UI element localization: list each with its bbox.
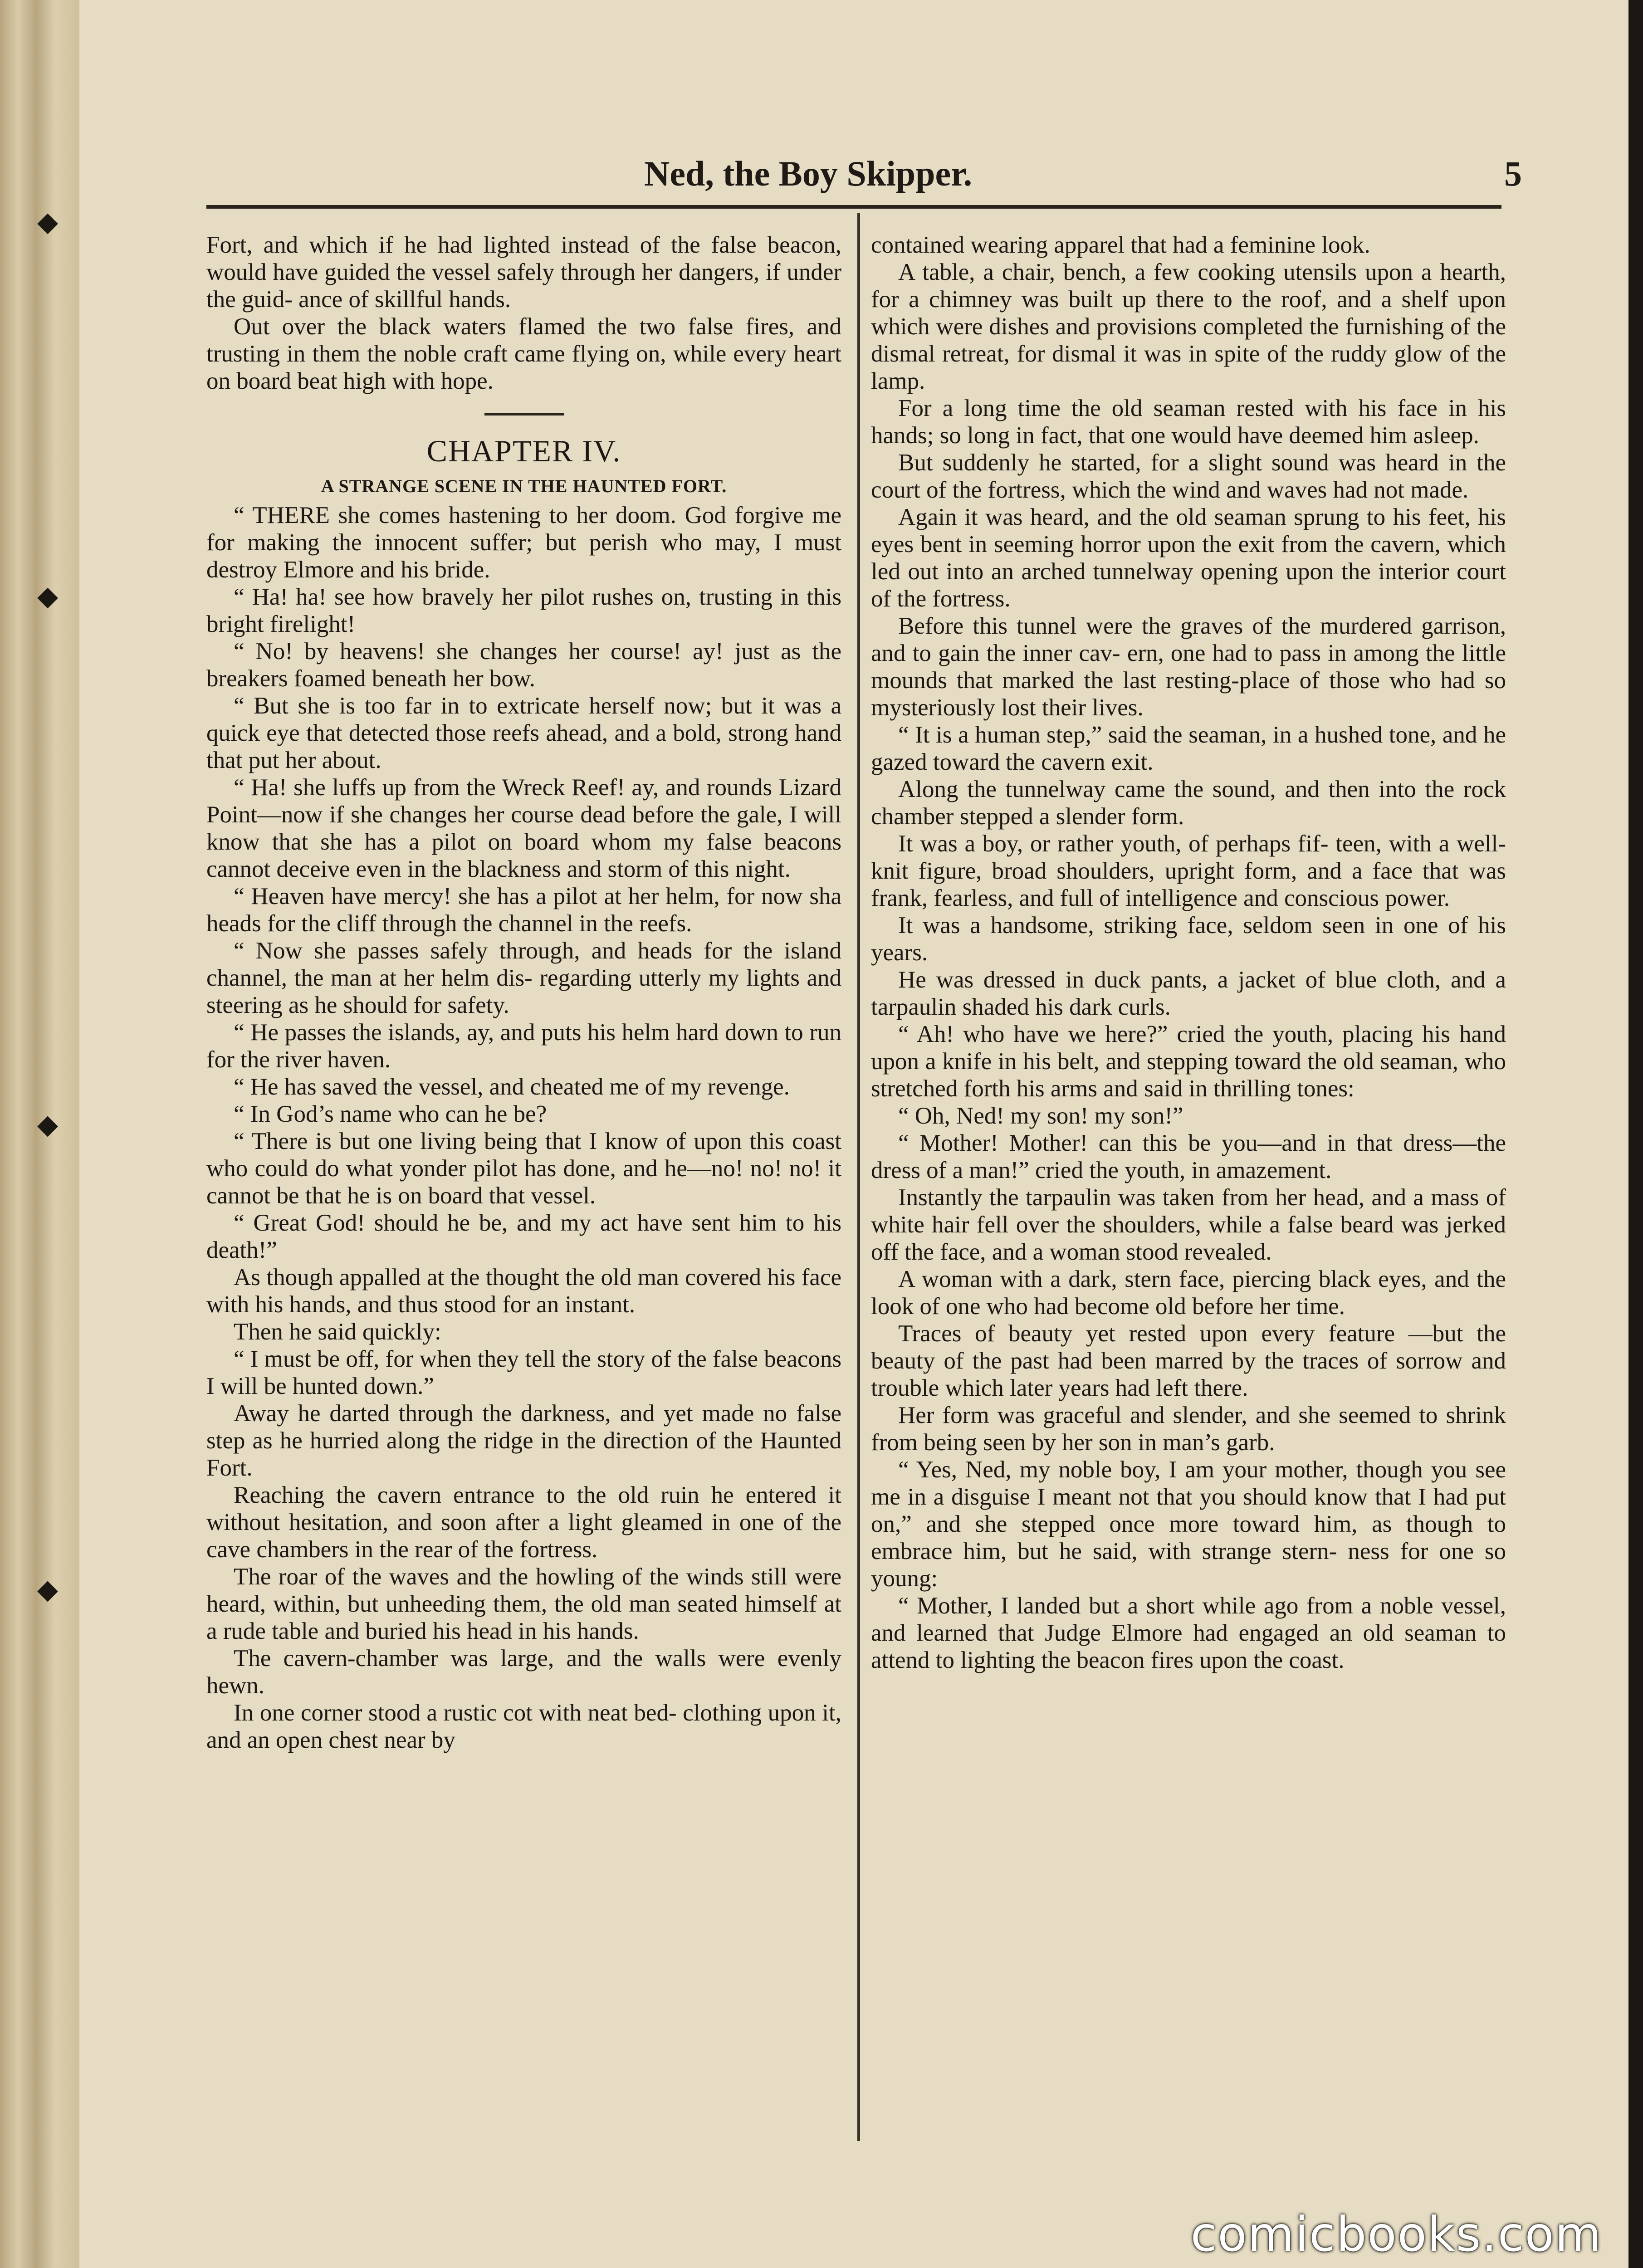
- paragraph: “ Ha! ha! see how bravely her pilot rushes on, trusting in this bright firelight!: [206, 584, 841, 637]
- chapter-subtitle: A STRANGE SCENE IN THE HAUNTED FORT.: [321, 476, 727, 496]
- paragraph: Instantly the tarpaulin was taken from her head, and a mass of white hair fell over the shoulders, while a false beard was jerked off the face, and a woman stood revealed.: [871, 1184, 1506, 1265]
- paragraph: “ Heaven have mercy! she has a pilot at her helm, for now sha heads for the cliff through the channel in the reefs.: [206, 883, 841, 937]
- paragraph: Along the tunnelway came the sound, and then into the rock chamber stepped a slender form.: [871, 776, 1506, 830]
- paragraph: “ Great God! should he be, and my act have sent him to his death!”: [206, 1210, 841, 1263]
- paragraph: A woman with a dark, stern face, piercing black eyes, and the look of one who had become old before her time.: [871, 1266, 1506, 1320]
- column-divider: [857, 213, 860, 2141]
- paragraph: It was a boy, or rather youth, of perhaps fif- teen, with a well-knit figure, broad shoulders, upright form, and a face that was frank, fearless, and full of intelligence and conscious power.: [871, 831, 1506, 911]
- paragraph: Again it was heard, and the old seaman sprung to his feet, his eyes bent in seeming horror upon the exit from the cavern, which led out into an arched tunnelway opening upon the interior court of the fortress.: [871, 504, 1506, 612]
- paragraph: He was dressed in duck pants, a jacket of blue cloth, and a tarpaulin shaded his dark curls.: [871, 967, 1506, 1020]
- paragraph: “ Now she passes safely through, and heads for the island channel, the man at her helm dis- regarding utterly my lights and steering as he should for safety.: [206, 938, 841, 1018]
- paragraph: As though appalled at the thought the old man covered his face with his hands, and thus stood for an instant.: [206, 1264, 841, 1318]
- paragraph: “ Mother! Mother! can this be you—and in that dress—the dress of a man!” cried the youth, in amazement.: [871, 1130, 1506, 1183]
- binding-stitch-icon: ◆: [37, 1574, 59, 1605]
- book-spine: [0, 0, 79, 2268]
- paragraph: “ No! by heavens! she changes her course! ay! just as the breakers foamed beneath her bow.: [206, 638, 841, 692]
- left-text-column: [206, 231, 841, 2159]
- paragraph: “ But she is too far in to extricate herself now; but it was a quick eye that detected those reefs ahead, and a bold, strong hand that put her about.: [206, 693, 841, 773]
- paragraph: Her form was graceful and slender, and she seemed to shrink from being seen by her son in man’s garb.: [871, 1402, 1506, 1456]
- paragraph: “ Mother, I landed but a short while ago from a noble vessel, and learned that Judge Elmore had engaged an old seaman to attend to lighting the beacon fires upon the coast.: [871, 1593, 1506, 1673]
- paragraph: Fort, and which if he had lighted instead of the false beacon, would have guided the vessel safely through her dangers, if under the guid- ance of skillful hands.: [206, 232, 841, 313]
- binding-stitch-icon: ◆: [37, 1109, 59, 1140]
- right-text-column: [871, 231, 1506, 2159]
- paragraph: For a long time the old seaman rested with his face in his hands; so long in fact, that one would have deemed him asleep.: [871, 395, 1506, 449]
- paragraph: Before this tunnel were the graves of the murdered garrison, and to gain the inner cav- ern, one had to pass in among the little mounds that marked the last resting-place of those who had so mysteriously lost their lives.: [871, 613, 1506, 721]
- paragraph: Out over the black waters flamed the two false fires, and trusting in them the noble craft came flying on, while every heart on board beat high with hope.: [206, 313, 841, 394]
- running-title: Ned, the Boy Skipper.: [644, 153, 973, 193]
- paragraph: The cavern-chamber was large, and the walls were evenly hewn.: [206, 1645, 841, 1699]
- paragraph: It was a handsome, striking face, seldom seen in one of his years.: [871, 912, 1506, 966]
- paragraph: Traces of beauty yet rested upon every feature —but the beauty of the past had been marred by the traces of sorrow and trouble which later years had left there.: [871, 1320, 1506, 1401]
- section-rule: [484, 413, 564, 415]
- paragraph: “ Ah! who have we here?” cried the youth, placing his hand upon a knife in his belt, and stepping toward the old seaman, who stretched forth his arms and said in thrilling tones:: [871, 1021, 1506, 1102]
- paragraph: “ I must be off, for when they tell the story of the false beacons I will be hunted down.”: [206, 1346, 841, 1399]
- watermark: comicbooks.com: [1190, 2207, 1602, 2262]
- paragraph: “ It is a human step,” said the seaman, in a hushed tone, and he gazed toward the cavern exit.: [871, 722, 1506, 775]
- paragraph: “ He has saved the vessel, and cheated me of my revenge.: [234, 1074, 790, 1100]
- binding-stitch-icon: ◆: [37, 580, 59, 612]
- paragraph: “ THERE she comes hastening to her doom. God forgive me for making the innocent suffer; but perish who may, I must destroy Elmore and his bride.: [206, 502, 841, 583]
- paragraph: “ There is but one living being that I know of upon this coast who could do what yonder pilot has done, and he—no! no! no! it cannot be that he is on board that vessel.: [206, 1128, 841, 1209]
- paragraph: “ Ha! she luffs up from the Wreck Reef! ay, and rounds Lizard Point—now if she changes her course dead before the gale, I will know that she has a pilot on board whom my false beacons cannot deceive even in the blackness and storm of this night.: [206, 774, 841, 882]
- paragraph: Away he darted through the darkness, and yet made no false step as he hurried along the ridge in the direction of the Haunted Fort.: [206, 1400, 841, 1481]
- chapter-heading: CHAPTER IV.: [426, 434, 621, 468]
- paragraph: Then he said quickly:: [234, 1319, 441, 1345]
- paragraph: A table, a chair, bench, a few cooking utensils upon a hearth, for a chimney was built up there to the roof, and a shelf upon which were dishes and provisions completed the furnishing of the dismal retreat, for dismal it was in spite of the ruddy glow of the lamp.: [871, 259, 1506, 394]
- header-rule: [206, 205, 1501, 209]
- paragraph: “ Oh, Ned! my son! my son!”: [898, 1103, 1183, 1129]
- binding-stitch-icon: ◆: [37, 206, 59, 238]
- paragraph: “ Yes, Ned, my noble boy, I am your mother, though you see me in a disguise I meant not that you should know that I had put on,” and she stepped once more toward him, as though to embrace him, but he said, with strange stern- ness for one so young:: [871, 1457, 1506, 1592]
- paragraph: The roar of the waves and the howling of the winds still were heard, within, but unheeding them, the old man seated himself at a rude table and buried his head in his hands.: [206, 1564, 841, 1644]
- paragraph: But suddenly he started, for a slight sound was heard in the court of the fortress, which the wind and waves had not made.: [871, 450, 1506, 503]
- paragraph: “ In God’s name who can he be?: [234, 1101, 547, 1127]
- paragraph: In one corner stood a rustic cot with neat bed- clothing upon it, and an open chest near by: [206, 1700, 841, 1753]
- paragraph: Reaching the cavern entrance to the old ruin he entered it without hesitation, and soon after a light gleamed in one of the cave chambers in the rear of the fortress.: [206, 1482, 841, 1563]
- page-number: 5: [1504, 153, 1522, 193]
- paragraph: “ He passes the islands, ay, and puts his helm hard down to run for the river haven.: [206, 1019, 841, 1073]
- running-header: [644, 152, 1522, 195]
- paragraph: contained wearing apparel that had a feminine look.: [871, 232, 1370, 258]
